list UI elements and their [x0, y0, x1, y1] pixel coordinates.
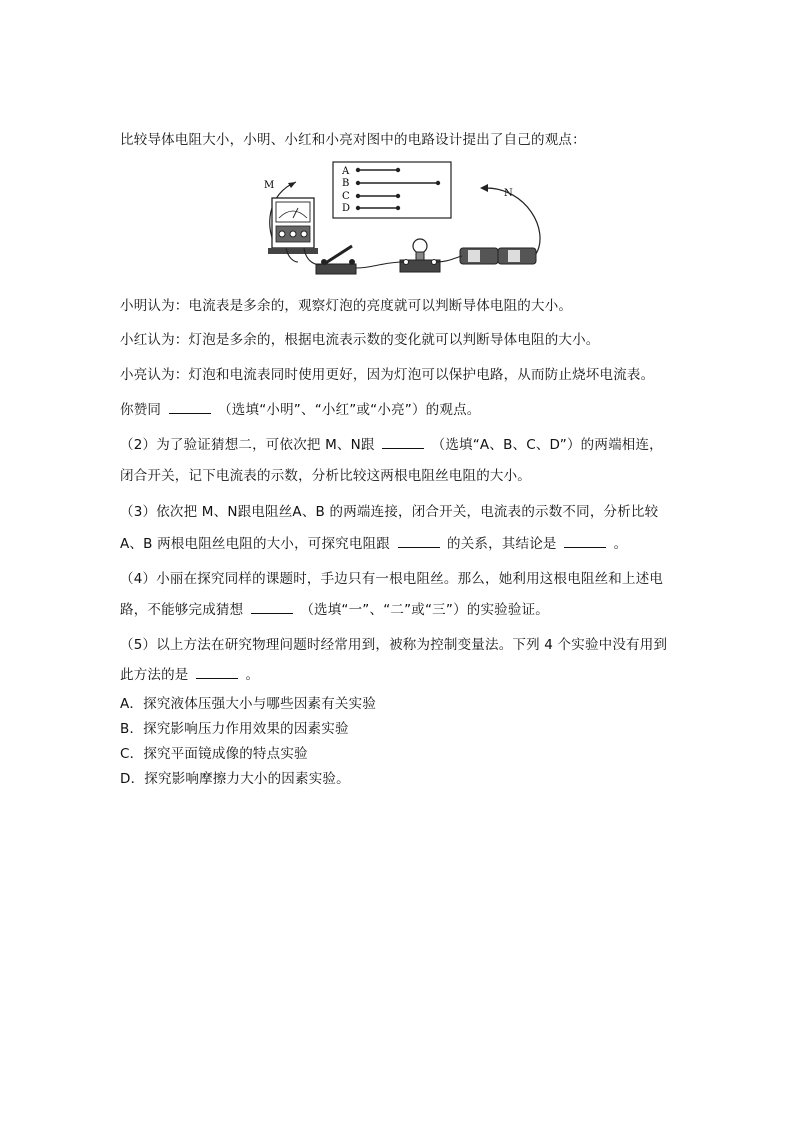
circuit-diagram: [258, 158, 548, 284]
question-5-line-2: [120, 665, 259, 685]
lamp: [400, 239, 440, 272]
question-3-mid: 的关系，其结论是: [447, 536, 557, 552]
question-3-line-1: （3）依次把 M、N跟电阻丝A、B 的两端连接，闭合开关，电流表的示数不同，分析比较: [120, 504, 659, 520]
question-5-end: 。: [245, 667, 260, 683]
option-b: B．探究影响压力作用效果的因素实验: [120, 721, 349, 737]
wire-label-a: A: [342, 166, 350, 177]
intro-text: 比较导体电阻大小，小明、小红和小亮对图中的电路设计提出了自己的观点：: [120, 132, 586, 148]
label-n: N: [504, 188, 513, 199]
lead-n: [486, 188, 540, 254]
label-m: M: [264, 180, 275, 191]
question-2-hint: （选填“A、B、C、D”）的两端相连，: [431, 437, 663, 453]
option-d: D．探究影响摩擦力大小的因素实验。: [120, 771, 350, 787]
question-2-line-2: 闭合开关，记下电流表的示数，分析比较这两根电阻丝电阻的大小。: [120, 468, 531, 484]
question-agree-text: 你赞同: [120, 402, 162, 418]
answer-blank[interactable]: [196, 665, 238, 679]
answer-blank[interactable]: [251, 600, 293, 614]
wire-label-c: C: [342, 191, 350, 202]
option-a: A．探究液体压强大小与哪些因素有关实验: [120, 696, 377, 712]
answer-blank[interactable]: [382, 435, 424, 449]
opinion-xiaoliang: 小亮认为：灯泡和电流表同时使用更好，因为灯泡可以保护电路，从而防止烧坏电流表。: [120, 367, 655, 383]
option-c: C．探究平面镜成像的特点实验: [120, 746, 308, 762]
answer-blank[interactable]: [169, 400, 211, 414]
question-3-line-2: [120, 534, 627, 554]
resistance-wires: [358, 170, 438, 208]
question-5-text: 此方法的是: [120, 667, 189, 683]
circuit-figure: [258, 158, 548, 284]
ammeter: [268, 198, 318, 254]
question-4-line-2: [120, 600, 549, 620]
battery: [460, 248, 536, 264]
question-agree-hint: （选填“小明”、“小红”或“小亮”）的观点。: [218, 402, 481, 418]
question-2-line-1: [120, 435, 663, 455]
answer-blank[interactable]: [564, 534, 606, 548]
question-4-text: 路，不能够完成猜想: [120, 602, 244, 618]
wire-label-d: D: [342, 203, 351, 214]
question-3-text: A、B 两根电阻丝电阻的大小，可探究电阻跟: [120, 536, 390, 552]
question-3-end: 。: [613, 536, 628, 552]
opinion-xiaohong: 小红认为：灯泡是多余的，根据电流表示数的变化就可以判断导体电阻的大小。: [120, 332, 600, 348]
question-4-hint: （选填“一”、“二”或“三”）的实验验证。: [300, 602, 549, 618]
question-5-line-1: （5）以上方法在研究物理问题时经常用到，被称为控制变量法。下列 4 个实验中没有用到: [120, 637, 668, 653]
switch: [316, 246, 356, 274]
wire-label-b: B: [342, 178, 350, 189]
answer-blank[interactable]: [398, 534, 440, 548]
question-agree: [120, 400, 480, 420]
opinion-xiaoming: 小明认为：电流表是多余的，观察灯泡的亮度就可以判断导体电阻的大小。: [120, 298, 573, 314]
question-4-line-1: （4）小丽在探究同样的课题时，手边只有一根电阻丝。那么，她利用这根电阻丝和上述电: [120, 571, 664, 587]
question-2-text: （2）为了验证猜想二，可依次把 M、N跟: [120, 437, 375, 453]
